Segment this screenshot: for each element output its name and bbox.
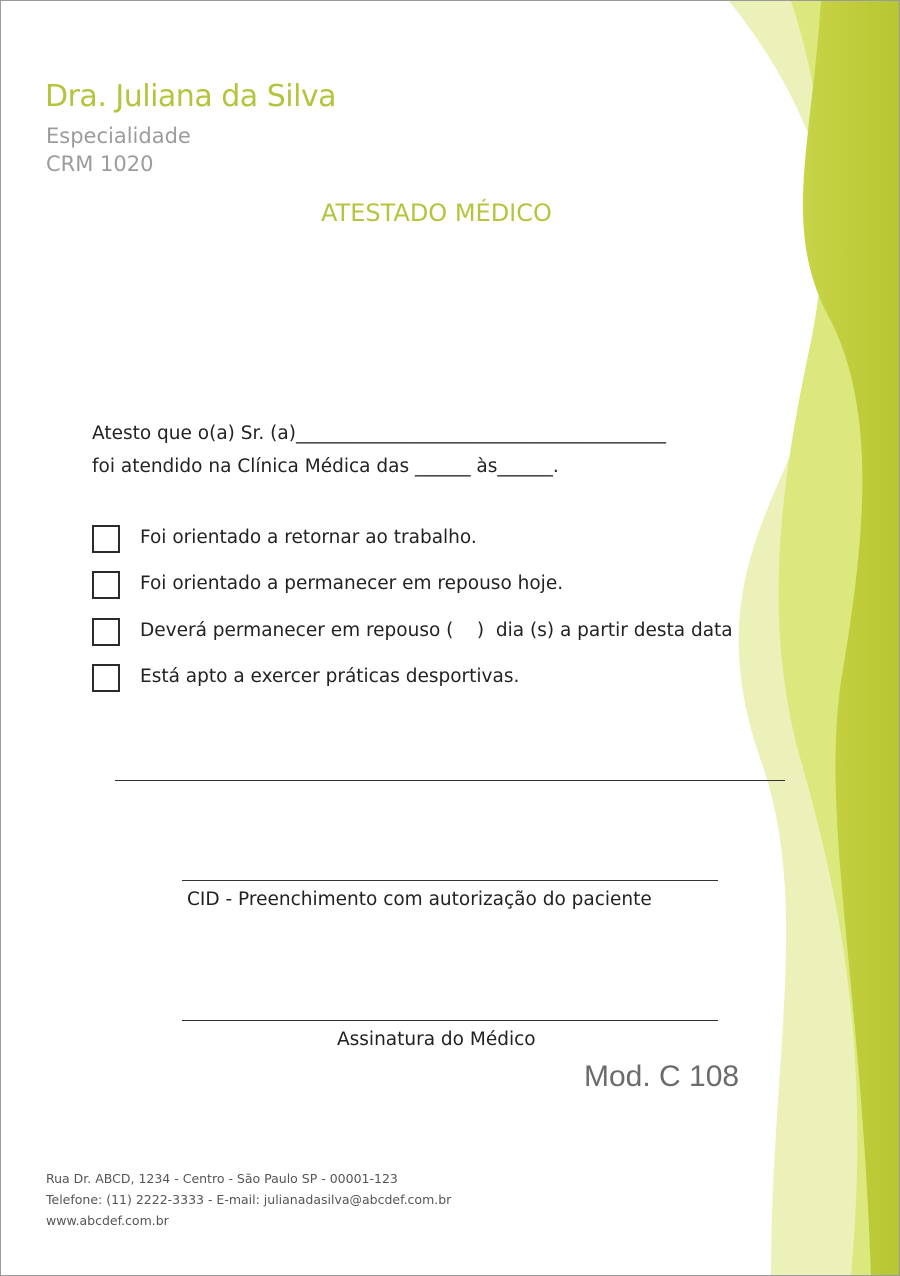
checkbox[interactable] bbox=[92, 618, 120, 646]
signature-caption: Assinatura do Médico bbox=[337, 1029, 536, 1050]
option-rest-today[interactable] bbox=[92, 571, 812, 603]
model-code: Mod. C 108 bbox=[584, 1060, 740, 1093]
option-rest-days[interactable] bbox=[92, 618, 812, 650]
option-fit-for-sports[interactable] bbox=[92, 664, 812, 696]
checkbox[interactable] bbox=[92, 525, 120, 553]
option-label: Está apto a exercer práticas desportivas. bbox=[140, 666, 520, 687]
doctor-name: Dra. Juliana da Silva bbox=[45, 79, 337, 114]
attestation-line-patient[interactable]: Atesto que o(a) Sr. (a)________________________________________ bbox=[92, 423, 666, 444]
option-label: Deverá permanecer em repouso ( ) dia (s) a partir desta data bbox=[140, 620, 733, 641]
cid-line[interactable] bbox=[182, 880, 718, 881]
option-label: Foi orientado a permanecer em repouso hoje. bbox=[140, 573, 564, 594]
doctor-crm: CRM 1020 bbox=[46, 152, 154, 176]
document-title: ATESTADO MÉDICO bbox=[321, 199, 552, 227]
checkbox[interactable] bbox=[92, 571, 120, 599]
signature-line[interactable] bbox=[182, 1020, 718, 1021]
free-text-line[interactable] bbox=[115, 780, 785, 781]
doctor-specialty: Especialidade bbox=[46, 124, 191, 148]
footer-contact: Telefone: (11) 2222-3333 - E-mail: julianadasilva@abcdef.com.br bbox=[46, 1192, 452, 1207]
cid-caption: CID - Preenchimento com autorização do paciente bbox=[187, 889, 652, 910]
option-label: Foi orientado a retornar ao trabalho. bbox=[140, 527, 477, 548]
footer-address: Rua Dr. ABCD, 1234 - Centro - São Paulo SP - 00001-123 bbox=[46, 1171, 398, 1186]
checkbox[interactable] bbox=[92, 664, 120, 692]
footer-website: www.abcdef.com.br bbox=[46, 1213, 169, 1228]
attestation-line-hours[interactable]: foi atendido na Clínica Médica das ______ às______. bbox=[92, 456, 559, 477]
option-return-to-work[interactable] bbox=[92, 525, 812, 557]
